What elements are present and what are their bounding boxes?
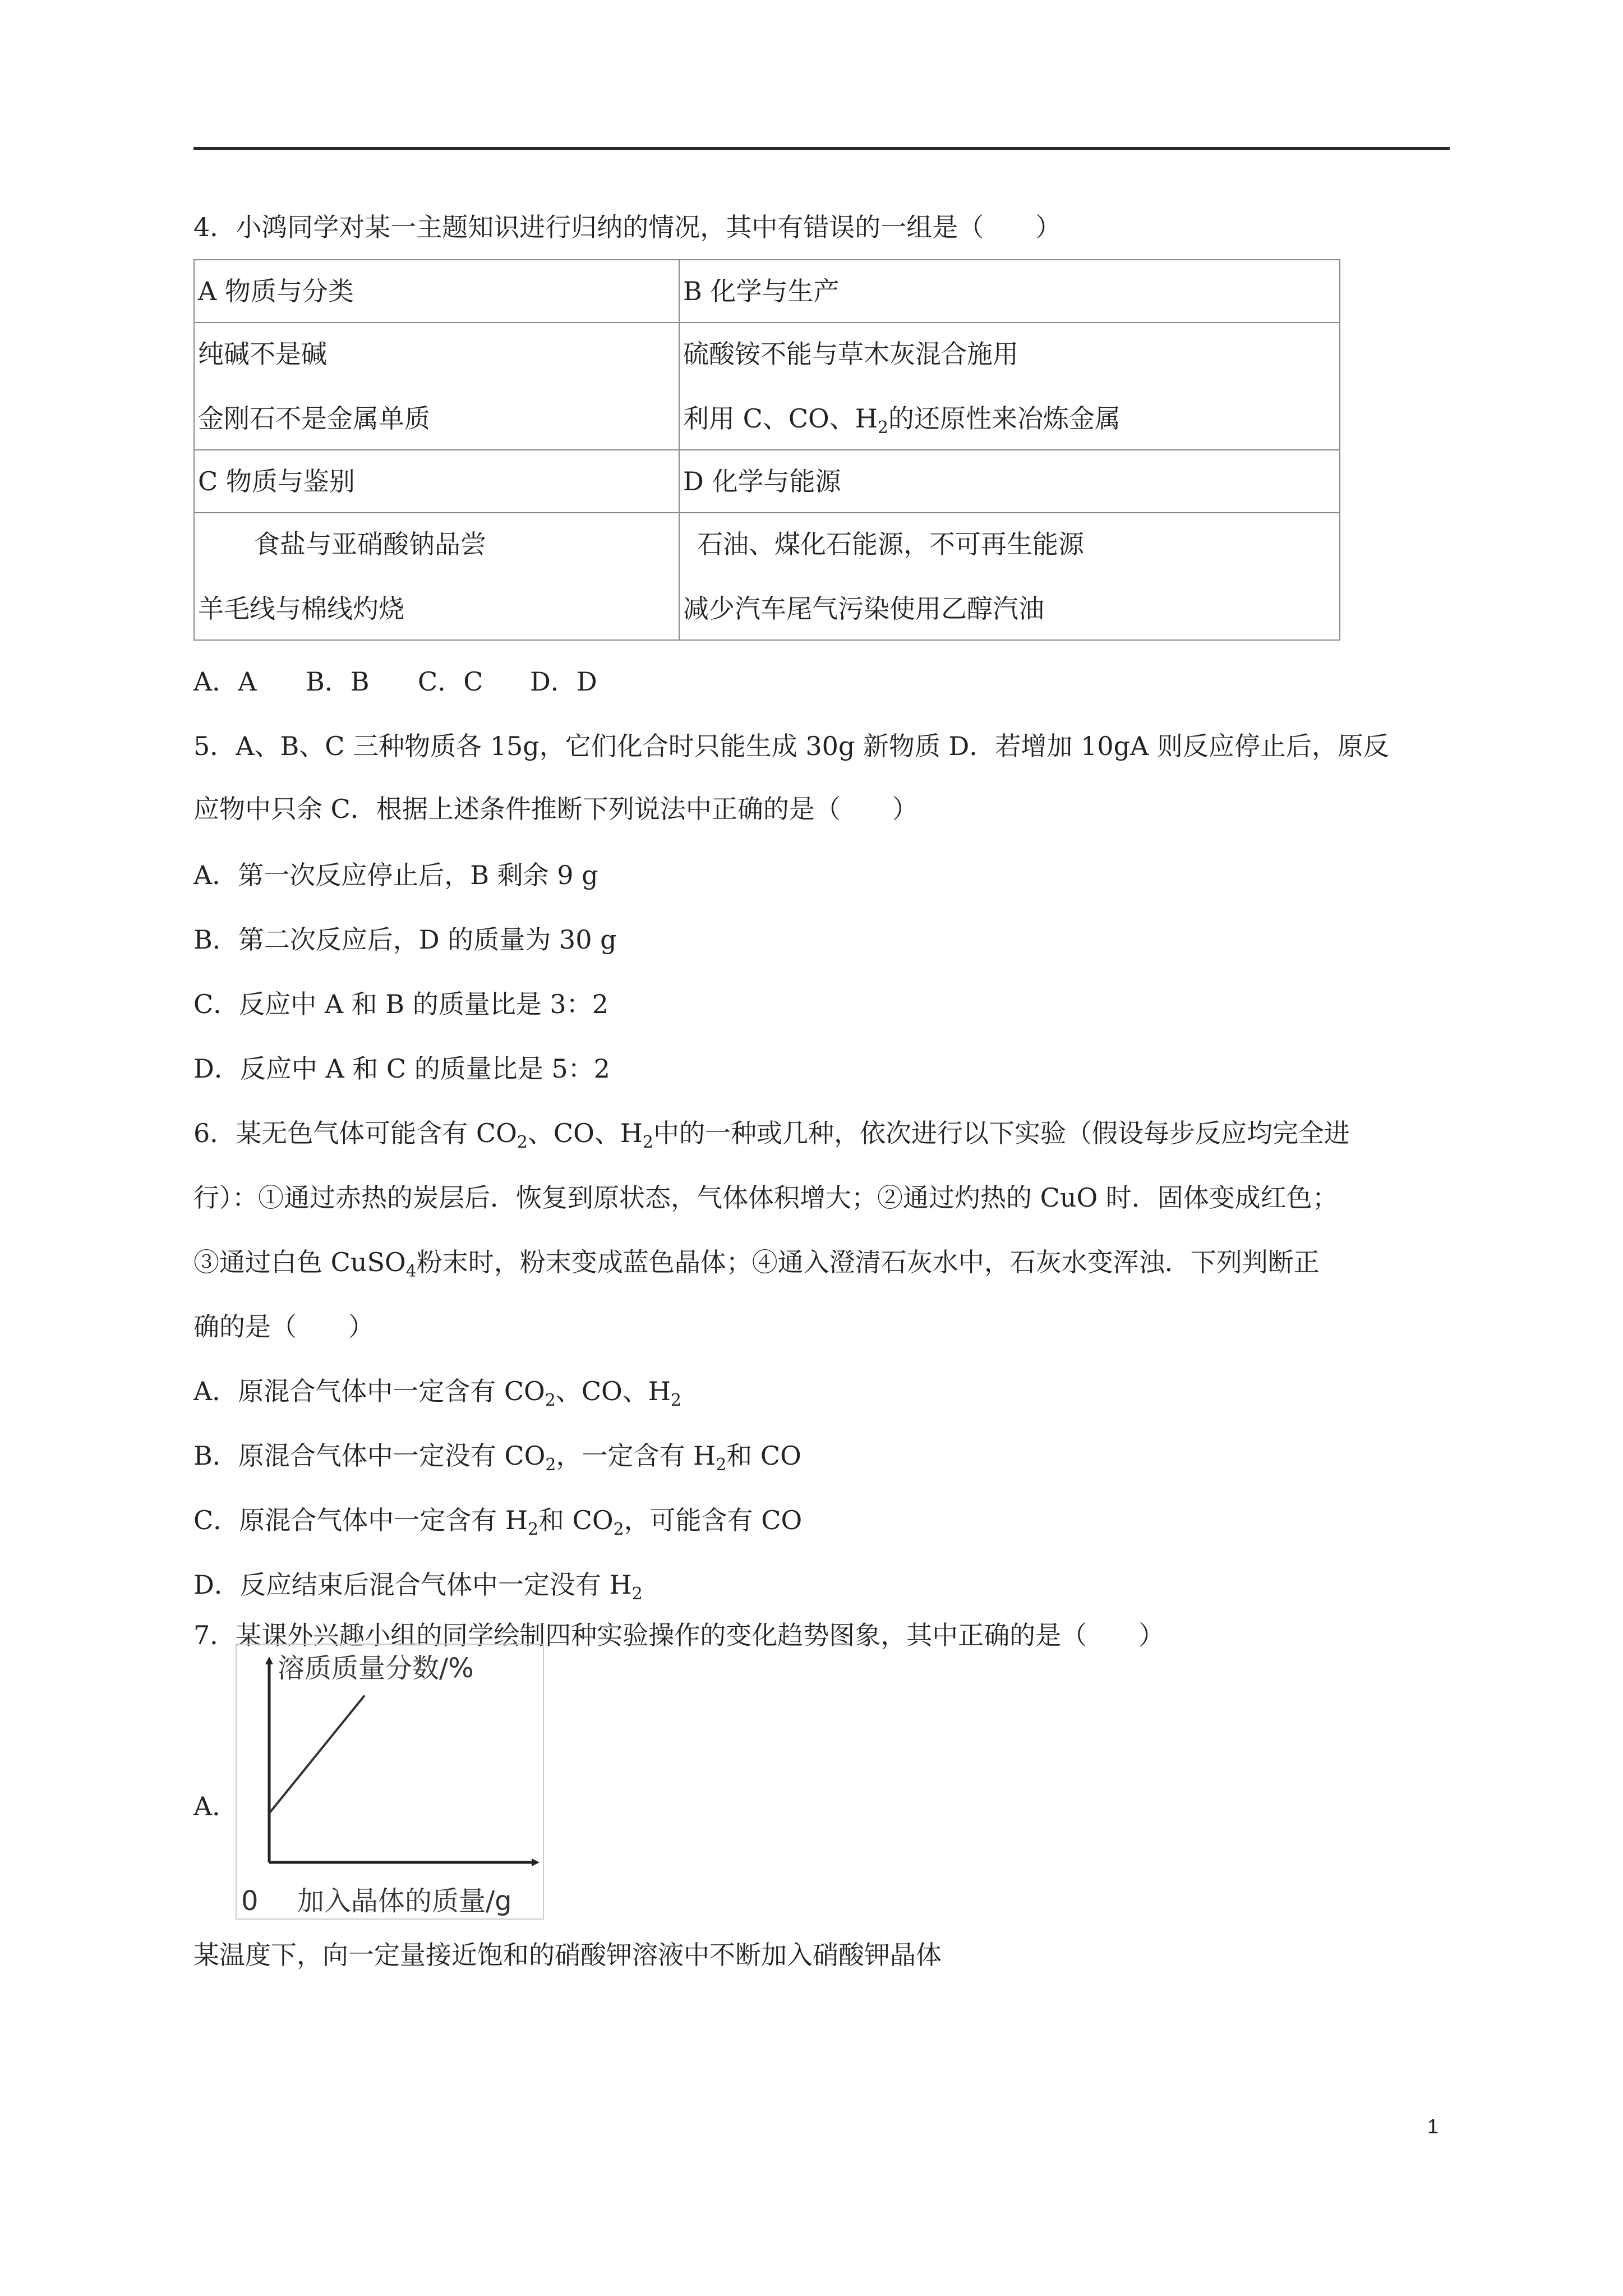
q5-option-d: D．反应中 A 和 C 的质量比是 5：2 — [193, 1053, 610, 1084]
q5-option-b: B．第二次反应后，D 的质量为 30 g — [193, 924, 617, 955]
q4-option-d: D．D — [530, 666, 597, 697]
x-axis-label: 加入晶体的质量/g — [297, 1885, 512, 1917]
q5-option-c: C．反应中 A 和 B 的质量比是 3：2 — [193, 989, 608, 1019]
page-number: 1 — [1427, 2115, 1439, 2138]
cell-d-line1: 石油、煤化石能源，不可再生能源 — [697, 529, 1084, 559]
q6-option-d: D．反应结束后混合气体中一定没有 $H_2$ — [193, 1570, 643, 1604]
q6-stem-line1: 6．某无色气体可能含有 $CO_2$、CO、$H_2$中的一种或几种，依次进行以下实验（假设每步反应均完全进 — [193, 1118, 1350, 1152]
cell-c-line2: 羊毛线与棉线灼烧 — [198, 593, 404, 624]
cell-b-head: B 化学与生产 — [679, 260, 1340, 323]
origin-label: 0 — [241, 1885, 259, 1917]
cell-a-body — [194, 323, 679, 450]
q6-option-b: B．原混合气体中一定没有 $CO_2$，一定含有 $H_2$和 CO — [193, 1441, 801, 1475]
cell-d-body — [679, 513, 1340, 640]
q6-option-c: C．原混合气体中一定含有 $H_2$和 $CO_2$，可能含有 CO — [193, 1505, 803, 1539]
cell-a-line1: 纯碱不是碱 — [198, 339, 327, 369]
q4-option-a: A．A — [193, 666, 257, 697]
q7-chart — [236, 1644, 550, 1924]
q5-stem-line1: 5．A、B、C 三种物质各 15g，它们化合时只能生成 30g 新物质 D．若增加 10gA 则反应停止后，原反 — [193, 731, 1389, 761]
q7-option-a-label: A． — [193, 1791, 238, 1821]
cell-b-line1: 硫酸铵不能与草木灰混合施用 — [683, 339, 1018, 369]
cell-c-head: C 物质与鉴别 — [194, 450, 679, 513]
series-line-0 — [269, 1696, 365, 1814]
q5-stem-line2: 应物中只余 C．根据上述条件推断下列说法中正确的是（ ） — [193, 794, 918, 824]
cell-c-body — [194, 513, 679, 640]
header-rule — [193, 147, 1450, 150]
cell-b-body — [679, 323, 1340, 450]
chart-frame — [236, 1644, 543, 1919]
q5-option-a: A．第一次反应停止后，B 剩余 9 g — [193, 860, 598, 890]
cell-c-line1: 食盐与亚硝酸钠品尝 — [254, 529, 486, 559]
cell-a-line2: 金刚石不是金属单质 — [198, 403, 430, 434]
q4-stem: 4．小鸿同学对某一主题知识进行归纳的情况，其中有错误的一组是（ ） — [193, 212, 1062, 242]
q6-stem-line4: 确的是（ ） — [193, 1312, 374, 1342]
q6-stem-line3: ③通过白色 CuSO$_4$粉末时，粉末变成蓝色晶体；④通入澄清石灰水中，石灰水变浑浊．下列判断正 — [193, 1247, 1320, 1281]
q4-knowledge-table — [193, 259, 1340, 641]
cell-d-line2: 减少汽车尾气污染使用乙醇汽油 — [683, 593, 1044, 624]
cell-d-head: D 化学与能源 — [679, 450, 1340, 513]
q4-option-c: C．C — [418, 666, 483, 697]
q7-stem: 7．某课外兴趣小组的同学绘制四种实验操作的变化趋势图象，其中正确的是（ ） — [193, 1620, 1165, 1650]
series-group — [269, 1696, 365, 1814]
y-axis-label: 溶质质量分数/% — [278, 1653, 474, 1684]
q4-options — [193, 665, 597, 698]
q4-option-b: B．B — [306, 666, 370, 697]
cell-a-head: A 物质与分类 — [194, 260, 679, 323]
q7-option-a-desc: 某温度下，向一定量接近饱和的硝酸钾溶液中不断加入硝酸钾晶体 — [193, 1940, 942, 1970]
q6-option-a: A．原混合气体中一定含有 $CO_2$、CO、$H_2$ — [193, 1376, 681, 1410]
cell-b-line2: 利用 C、CO、$H_2$的还原性来冶炼金属 — [683, 403, 1121, 438]
q6-stem-line2: 行）：①通过赤热的炭层后．恢复到原状态，气体体积增大；②通过灼热的 CuO 时．固体变成红色； — [193, 1182, 1338, 1213]
